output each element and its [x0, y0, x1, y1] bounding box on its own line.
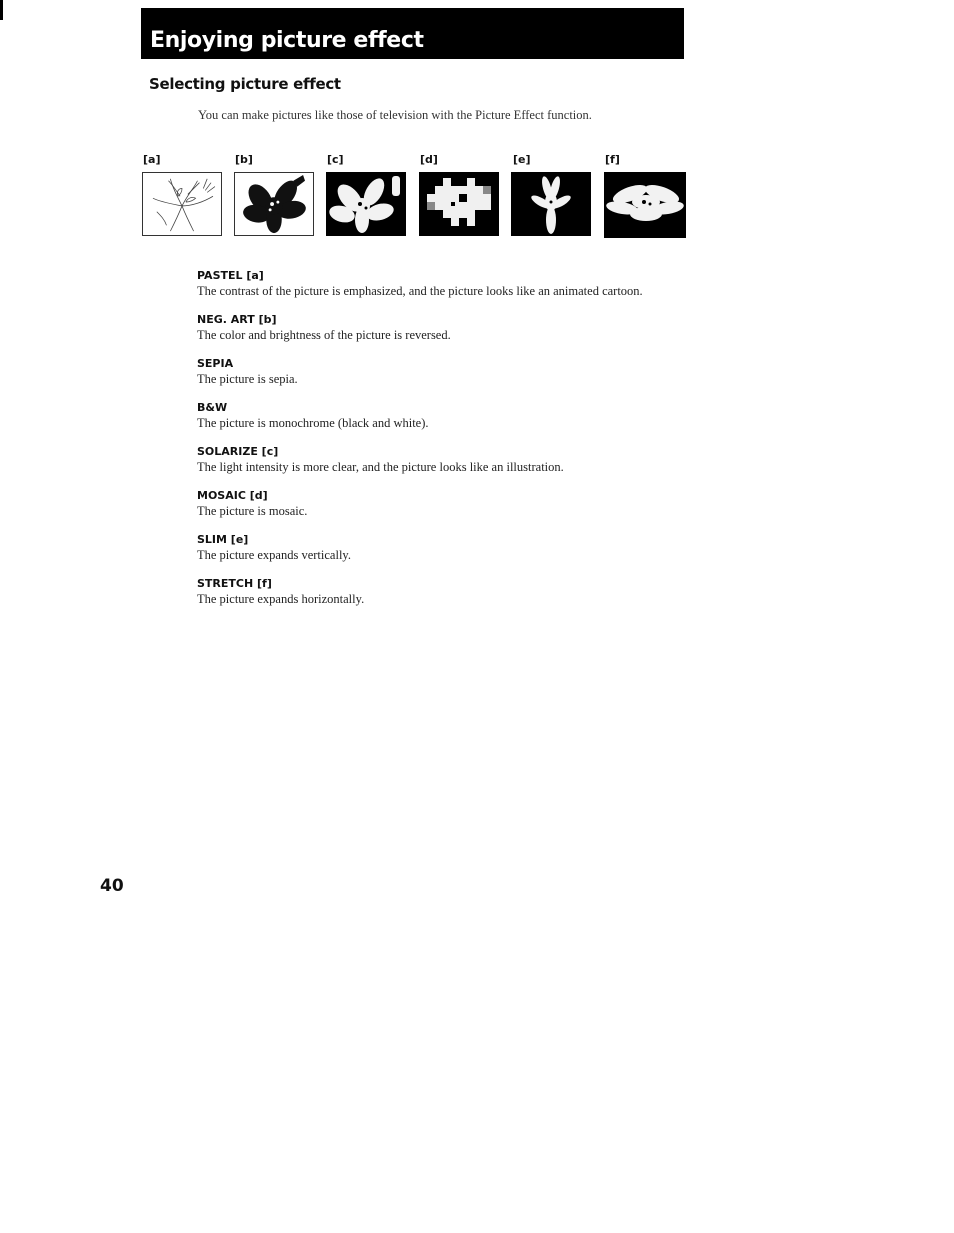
figure-label-a: [a] — [143, 153, 161, 166]
figure-mosaic — [419, 172, 499, 236]
effect-description: The picture is sepia. — [197, 372, 298, 386]
intro-text: You can make pictures like those of television with the Picture Effect function. — [198, 108, 592, 122]
page-number: 40 — [100, 876, 124, 896]
lily-slim-image — [511, 172, 591, 236]
effect-item — [197, 400, 667, 431]
effect-name: STRETCH [f] — [197, 577, 272, 590]
figure-solarize — [326, 172, 406, 236]
figure-label-d: [d] — [420, 153, 438, 166]
figure-label-b: [b] — [235, 153, 253, 166]
figure-slim — [511, 172, 591, 236]
effect-description: The picture is monochrome (black and white). — [197, 416, 429, 430]
effect-description: The contrast of the picture is emphasized, and the picture looks like an animated cartoon. — [197, 284, 643, 298]
effect-name: B&W — [197, 401, 228, 414]
page-title: Enjoying picture effect — [150, 28, 424, 53]
figure-label-c: [c] — [327, 153, 344, 166]
effect-name: SLIM [e] — [197, 533, 249, 546]
effect-item — [197, 444, 667, 475]
effect-name: PASTEL [a] — [197, 269, 264, 282]
effect-description: The picture expands horizontally. — [197, 592, 365, 606]
effect-name: SOLARIZE [c] — [197, 445, 279, 458]
effects-list — [197, 268, 667, 620]
effect-description: The picture is mosaic. — [197, 504, 308, 518]
effect-item — [197, 312, 667, 343]
effect-name: SEPIA — [197, 357, 234, 370]
lily-sketch-image — [143, 173, 221, 235]
effect-description: The light intensity is more clear, and the picture looks like an illustration. — [197, 460, 564, 474]
figure-label-f: [f] — [605, 153, 620, 166]
effect-item — [197, 576, 667, 607]
figure-pastel — [142, 172, 222, 236]
effect-item — [197, 488, 667, 519]
figure-label-e: [e] — [513, 153, 531, 166]
lily-stretch-image — [604, 172, 686, 238]
lily-solarized-image — [326, 172, 406, 236]
title-band — [141, 8, 684, 59]
lily-mosaic-image — [419, 172, 499, 236]
effect-description: The color and brightness of the picture is reversed. — [197, 328, 451, 342]
effect-description: The picture expands vertically. — [197, 548, 351, 562]
lily-negative-image — [235, 173, 313, 235]
figure-neg-art — [234, 172, 314, 236]
section-heading: Selecting picture effect — [149, 75, 341, 93]
figure-stretch — [604, 172, 686, 238]
effect-name: NEG. ART [b] — [197, 313, 277, 326]
effect-item — [197, 532, 667, 563]
effect-item — [197, 268, 667, 299]
effect-item — [197, 356, 667, 387]
margin-bar — [0, 0, 3, 20]
effect-name: MOSAIC [d] — [197, 489, 268, 502]
